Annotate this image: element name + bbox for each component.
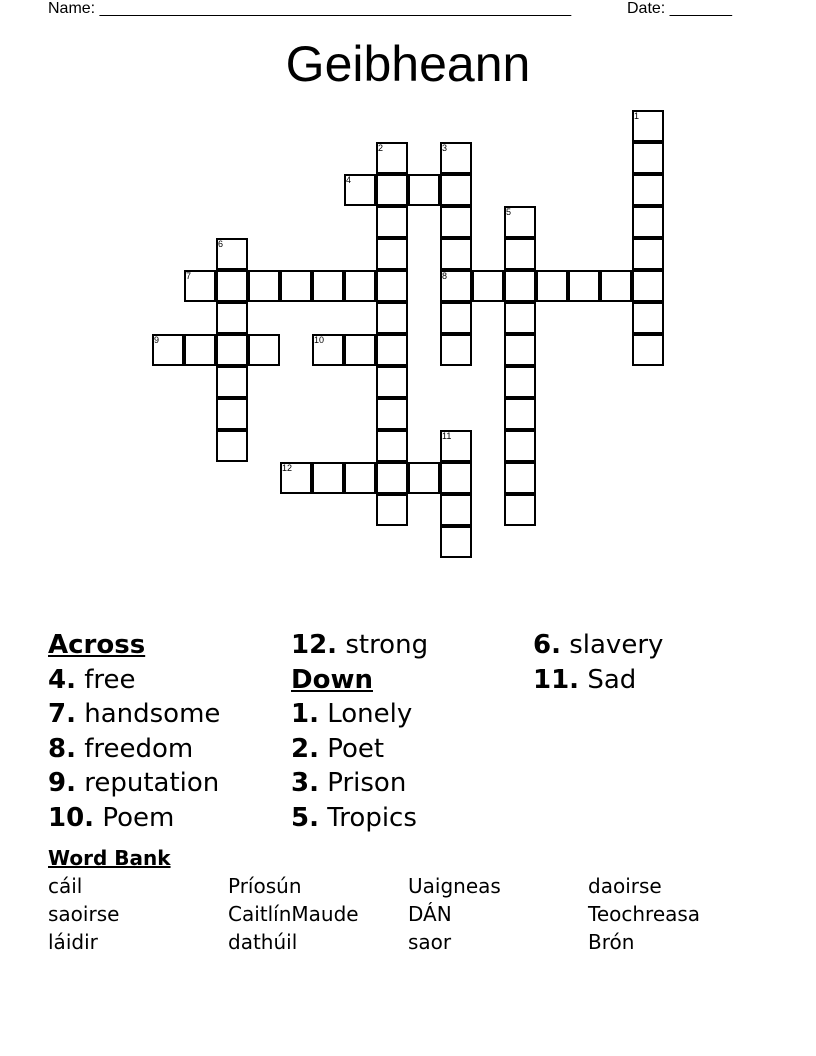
clue-text: Lonely <box>318 699 413 729</box>
grid-cell[interactable] <box>216 430 248 462</box>
grid-cell[interactable] <box>216 366 248 398</box>
clue-item <box>48 697 220 732</box>
clue-text: Poet <box>318 733 385 764</box>
word-bank-word: dathúil <box>228 930 298 954</box>
grid-cell[interactable] <box>216 334 248 366</box>
grid-cell[interactable] <box>344 270 376 302</box>
grid-cell[interactable] <box>472 270 504 302</box>
clue-number: 8. <box>48 733 76 764</box>
word-bank-word: cáil <box>48 874 83 898</box>
clue-number: 6. <box>533 630 561 660</box>
grid-cell[interactable] <box>376 174 408 206</box>
word-bank-word: saor <box>408 930 452 954</box>
clue-item <box>48 732 220 767</box>
grid-cell[interactable] <box>376 270 408 302</box>
clue-text: free <box>75 664 136 695</box>
clue-number-6: 6 <box>218 239 224 249</box>
grid-cell[interactable] <box>440 526 472 558</box>
grid-cell[interactable] <box>632 174 664 206</box>
word-bank-word: Teochreasa <box>588 902 701 926</box>
grid-cell[interactable] <box>440 206 472 238</box>
clue-number: 12. <box>291 630 338 660</box>
clue-number-3: 3 <box>442 143 448 153</box>
grid-cell[interactable] <box>216 398 248 430</box>
clue-item <box>291 732 428 767</box>
grid-cell[interactable] <box>248 334 280 366</box>
grid-cell[interactable] <box>632 206 664 238</box>
grid-cell[interactable] <box>504 302 536 334</box>
grid-cell[interactable] <box>376 462 408 494</box>
grid-cell[interactable] <box>632 238 664 270</box>
word-bank-title: Word Bank <box>48 846 171 870</box>
clue-number-5: 5 <box>506 207 512 217</box>
word-bank-word: CaitlínMaude <box>228 902 359 926</box>
grid-cell[interactable] <box>632 334 664 366</box>
clue-text: freedom <box>75 733 194 764</box>
grid-cell[interactable] <box>504 462 536 494</box>
grid-cell[interactable] <box>440 238 472 270</box>
clue-number-7: 7 <box>186 271 192 281</box>
grid-cell[interactable] <box>376 366 408 398</box>
grid-cell[interactable] <box>632 302 664 334</box>
clue-text: Poem <box>94 802 175 833</box>
clue-text: slavery <box>560 630 664 660</box>
date-line: Date: _______ <box>627 0 732 17</box>
clue-number-1: 1 <box>634 111 640 121</box>
grid-cell[interactable] <box>312 462 344 494</box>
grid-cell[interactable] <box>216 302 248 334</box>
clue-item <box>48 766 220 801</box>
grid-cell[interactable] <box>440 462 472 494</box>
grid-cell[interactable] <box>632 270 664 302</box>
puzzle-title: Geibheann <box>285 36 531 92</box>
clue-number: 3. <box>291 768 319 798</box>
grid-cell[interactable] <box>376 494 408 526</box>
clue-column-2 <box>291 628 428 835</box>
clue-number: 10. <box>48 802 95 833</box>
grid-cell[interactable] <box>440 494 472 526</box>
grid-cell[interactable] <box>440 302 472 334</box>
grid-cell[interactable] <box>632 142 664 174</box>
clue-number-12: 12 <box>282 463 293 473</box>
grid-cell[interactable] <box>216 270 248 302</box>
clue-item <box>291 697 428 732</box>
clue-text: Sad <box>579 664 637 695</box>
clue-item <box>291 766 428 801</box>
grid-cell[interactable] <box>376 206 408 238</box>
clue-text: Tropics <box>318 802 417 833</box>
clue-text: Prison <box>318 768 407 798</box>
clue-item <box>533 663 663 698</box>
clue-number-8: 8 <box>442 271 448 281</box>
grid-cell[interactable] <box>376 334 408 366</box>
name-line: Name: _____________________________________________________ <box>48 0 572 17</box>
clue-text: strong <box>337 630 429 660</box>
grid-cell[interactable] <box>376 238 408 270</box>
clue-number-2: 2 <box>378 143 384 153</box>
clue-item <box>48 801 220 836</box>
clue-number: 11. <box>533 664 580 695</box>
clue-column-1 <box>48 628 220 835</box>
grid-cell[interactable] <box>344 462 376 494</box>
clue-number: 5. <box>291 802 319 833</box>
word-bank-word: láidir <box>48 930 98 954</box>
grid-cell[interactable] <box>504 494 536 526</box>
grid-cell[interactable] <box>312 270 344 302</box>
clue-number-11: 11 <box>442 431 452 441</box>
grid-cell[interactable] <box>344 334 376 366</box>
word-bank-word: Príosún <box>228 874 302 898</box>
grid-cell[interactable] <box>504 366 536 398</box>
grid-cell[interactable] <box>248 270 280 302</box>
grid-cell[interactable] <box>600 270 632 302</box>
clue-text: handsome <box>75 699 221 729</box>
clue-column-3 <box>533 628 663 697</box>
grid-cell[interactable] <box>504 334 536 366</box>
clue-heading-down: Down <box>291 664 373 695</box>
grid-cell[interactable] <box>504 270 536 302</box>
grid-cell[interactable] <box>408 174 440 206</box>
word-bank-word: daoirse <box>588 874 662 898</box>
word-bank-word: saoirse <box>48 902 120 926</box>
grid-cell[interactable] <box>440 334 472 366</box>
clue-item <box>291 801 428 836</box>
grid-cell[interactable] <box>536 270 568 302</box>
word-bank-word: Brón <box>588 930 635 954</box>
clue-number: 2. <box>291 733 319 764</box>
word-bank-word: Uaigneas <box>408 874 501 898</box>
clue-item <box>291 628 428 663</box>
grid-cell[interactable] <box>504 398 536 430</box>
grid-cell[interactable] <box>440 174 472 206</box>
clue-text: reputation <box>75 768 220 798</box>
grid-cell[interactable] <box>408 462 440 494</box>
grid-cell[interactable] <box>376 302 408 334</box>
grid-cell[interactable] <box>504 430 536 462</box>
word-bank-word: DÁN <box>408 902 452 926</box>
grid-cell[interactable] <box>376 430 408 462</box>
clue-number: 4. <box>48 664 76 695</box>
clue-number-9: 9 <box>154 335 160 345</box>
clue-item <box>533 628 663 663</box>
grid-cell[interactable] <box>280 270 312 302</box>
clue-number-4: 4 <box>346 175 352 185</box>
clue-number: 1. <box>291 699 319 729</box>
clue-number: 7. <box>48 699 76 729</box>
clue-number-10: 10 <box>314 335 325 345</box>
grid-cell[interactable] <box>568 270 600 302</box>
grid-cell[interactable] <box>184 334 216 366</box>
clue-number: 9. <box>48 768 76 798</box>
clue-item <box>48 663 220 698</box>
clue-heading-across: Across <box>48 630 146 660</box>
grid-cell[interactable] <box>504 238 536 270</box>
grid-cell[interactable] <box>376 398 408 430</box>
